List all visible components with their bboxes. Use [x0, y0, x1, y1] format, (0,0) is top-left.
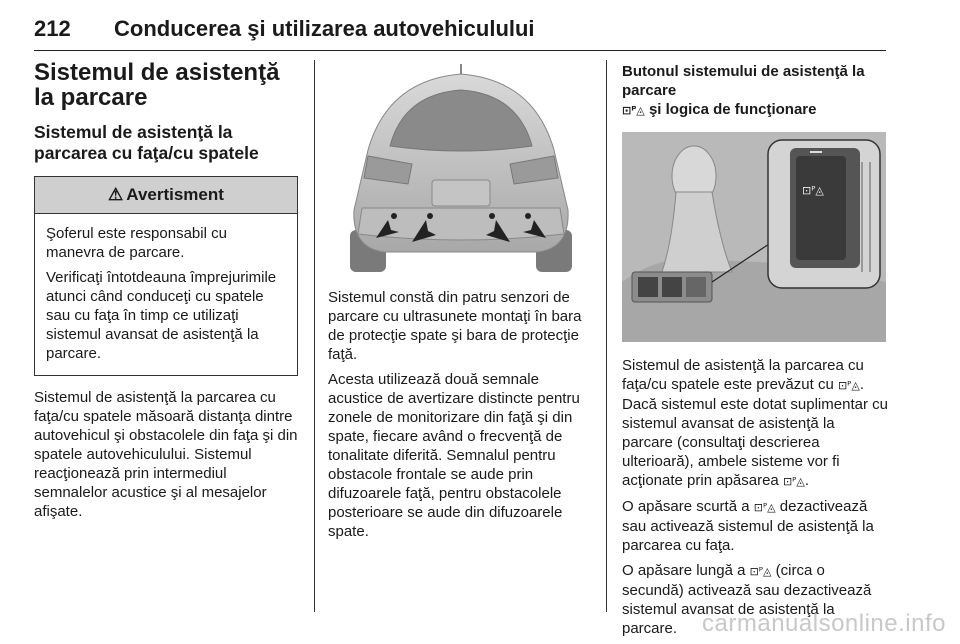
body-paragraph: Sistemul constă din patru senzori de parcare cu ultrasunete montaţi în bara de protecţie spate şi bara de protecţie faţă. — [328, 289, 582, 363]
parking-assist-icon: ⊡ᴾ◬ — [749, 565, 772, 578]
svg-text:⊡ᴾ◬: ⊡ᴾ◬ — [802, 184, 824, 197]
parking-assist-icon: ⊡ᴾ◬ — [837, 379, 860, 392]
section-heading: Sistemul de asistenţă la parcare — [34, 59, 280, 111]
section-heading: Butonul sistemului de asistenţă la parcare ⊡ᴾ◬ şi logica de funcţionare — [622, 63, 865, 118]
warning-text: Şoferul este responsabil cu manevra de parcare. — [46, 225, 227, 261]
parking-assist-icon: ⊡ᴾ◬ — [622, 104, 645, 117]
body-paragraph: Sistemul de asistenţă la parcarea cu faţa/cu spatele măsoară distanţa dintre autovehicul şi obstacolele din faţa şi din spatele autovehiculului. Sistemul reacţionează prin intermediul semnalelor acustice şi al mesajelor afişate. — [34, 389, 298, 520]
car-rear-illustration — [328, 60, 594, 276]
column-2 — [328, 60, 594, 547]
parking-assist-icon: ⊡ᴾ◬ — [782, 475, 805, 488]
warning-title: Avertisment — [126, 185, 224, 204]
warning-text: Verificaţi întotdeauna împrejurimile atunci când conduceţi cu spatele sau cu faţa în timp ce utilizaţi sistemul avansat de asistenţă la parcare. — [46, 269, 277, 362]
page-title: Conducerea şi utilizarea autovehiculului — [114, 16, 535, 41]
column-1 — [34, 60, 298, 527]
body-paragraph: Acesta utilizează două semnale acustice de avertizare distincte pentru zonele de monitorizare din faţă şi din spate, fiecare având o frecvenţă de tonalitate diferită. Semnalul pentru obstacole frontale se aude prin difuzoarele faţă, pentru obstacolele posterioare se aude din difuzoarele spate. — [328, 371, 580, 540]
body-paragraph: Sistemul de asistenţă la parcarea cu faţa/cu spatele este prevăzut cu ⊡ᴾ◬. Dacă sistemul este dotat suplimentar cu sistemul avansat de asistenţă la parcare (consultaţi descrierea ulterioară), ambele sisteme vor fi acţionate prin apăsarea ⊡ᴾ◬. — [622, 357, 888, 489]
warning-triangle-icon: ⚠ — [108, 185, 124, 204]
page-number: 212 — [34, 16, 71, 41]
column-divider — [314, 60, 315, 612]
console-button-illustration — [622, 132, 886, 342]
body-paragraph: O apăsare lungă a ⊡ᴾ◬ (circa o secundă) activează sau dezactivează sistemul avansat de asistenţă la parcare. — [622, 562, 872, 637]
page-header — [34, 12, 886, 51]
column-divider — [606, 60, 607, 612]
warning-box — [34, 176, 298, 376]
warning-header — [35, 177, 297, 214]
watermark: carmanualsonline.info — [702, 610, 946, 637]
column-3 — [622, 60, 888, 644]
section-subheading: Sistemul de asistenţă la parcarea cu faţa/cu spatele — [34, 122, 259, 163]
body-paragraph: O apăsare scurtă a ⊡ᴾ◬ dezactivează sau activează sistemul de asistenţă la parcarea cu faţa. — [622, 498, 874, 554]
parking-assist-icon: ⊡ᴾ◬ — [753, 501, 776, 514]
